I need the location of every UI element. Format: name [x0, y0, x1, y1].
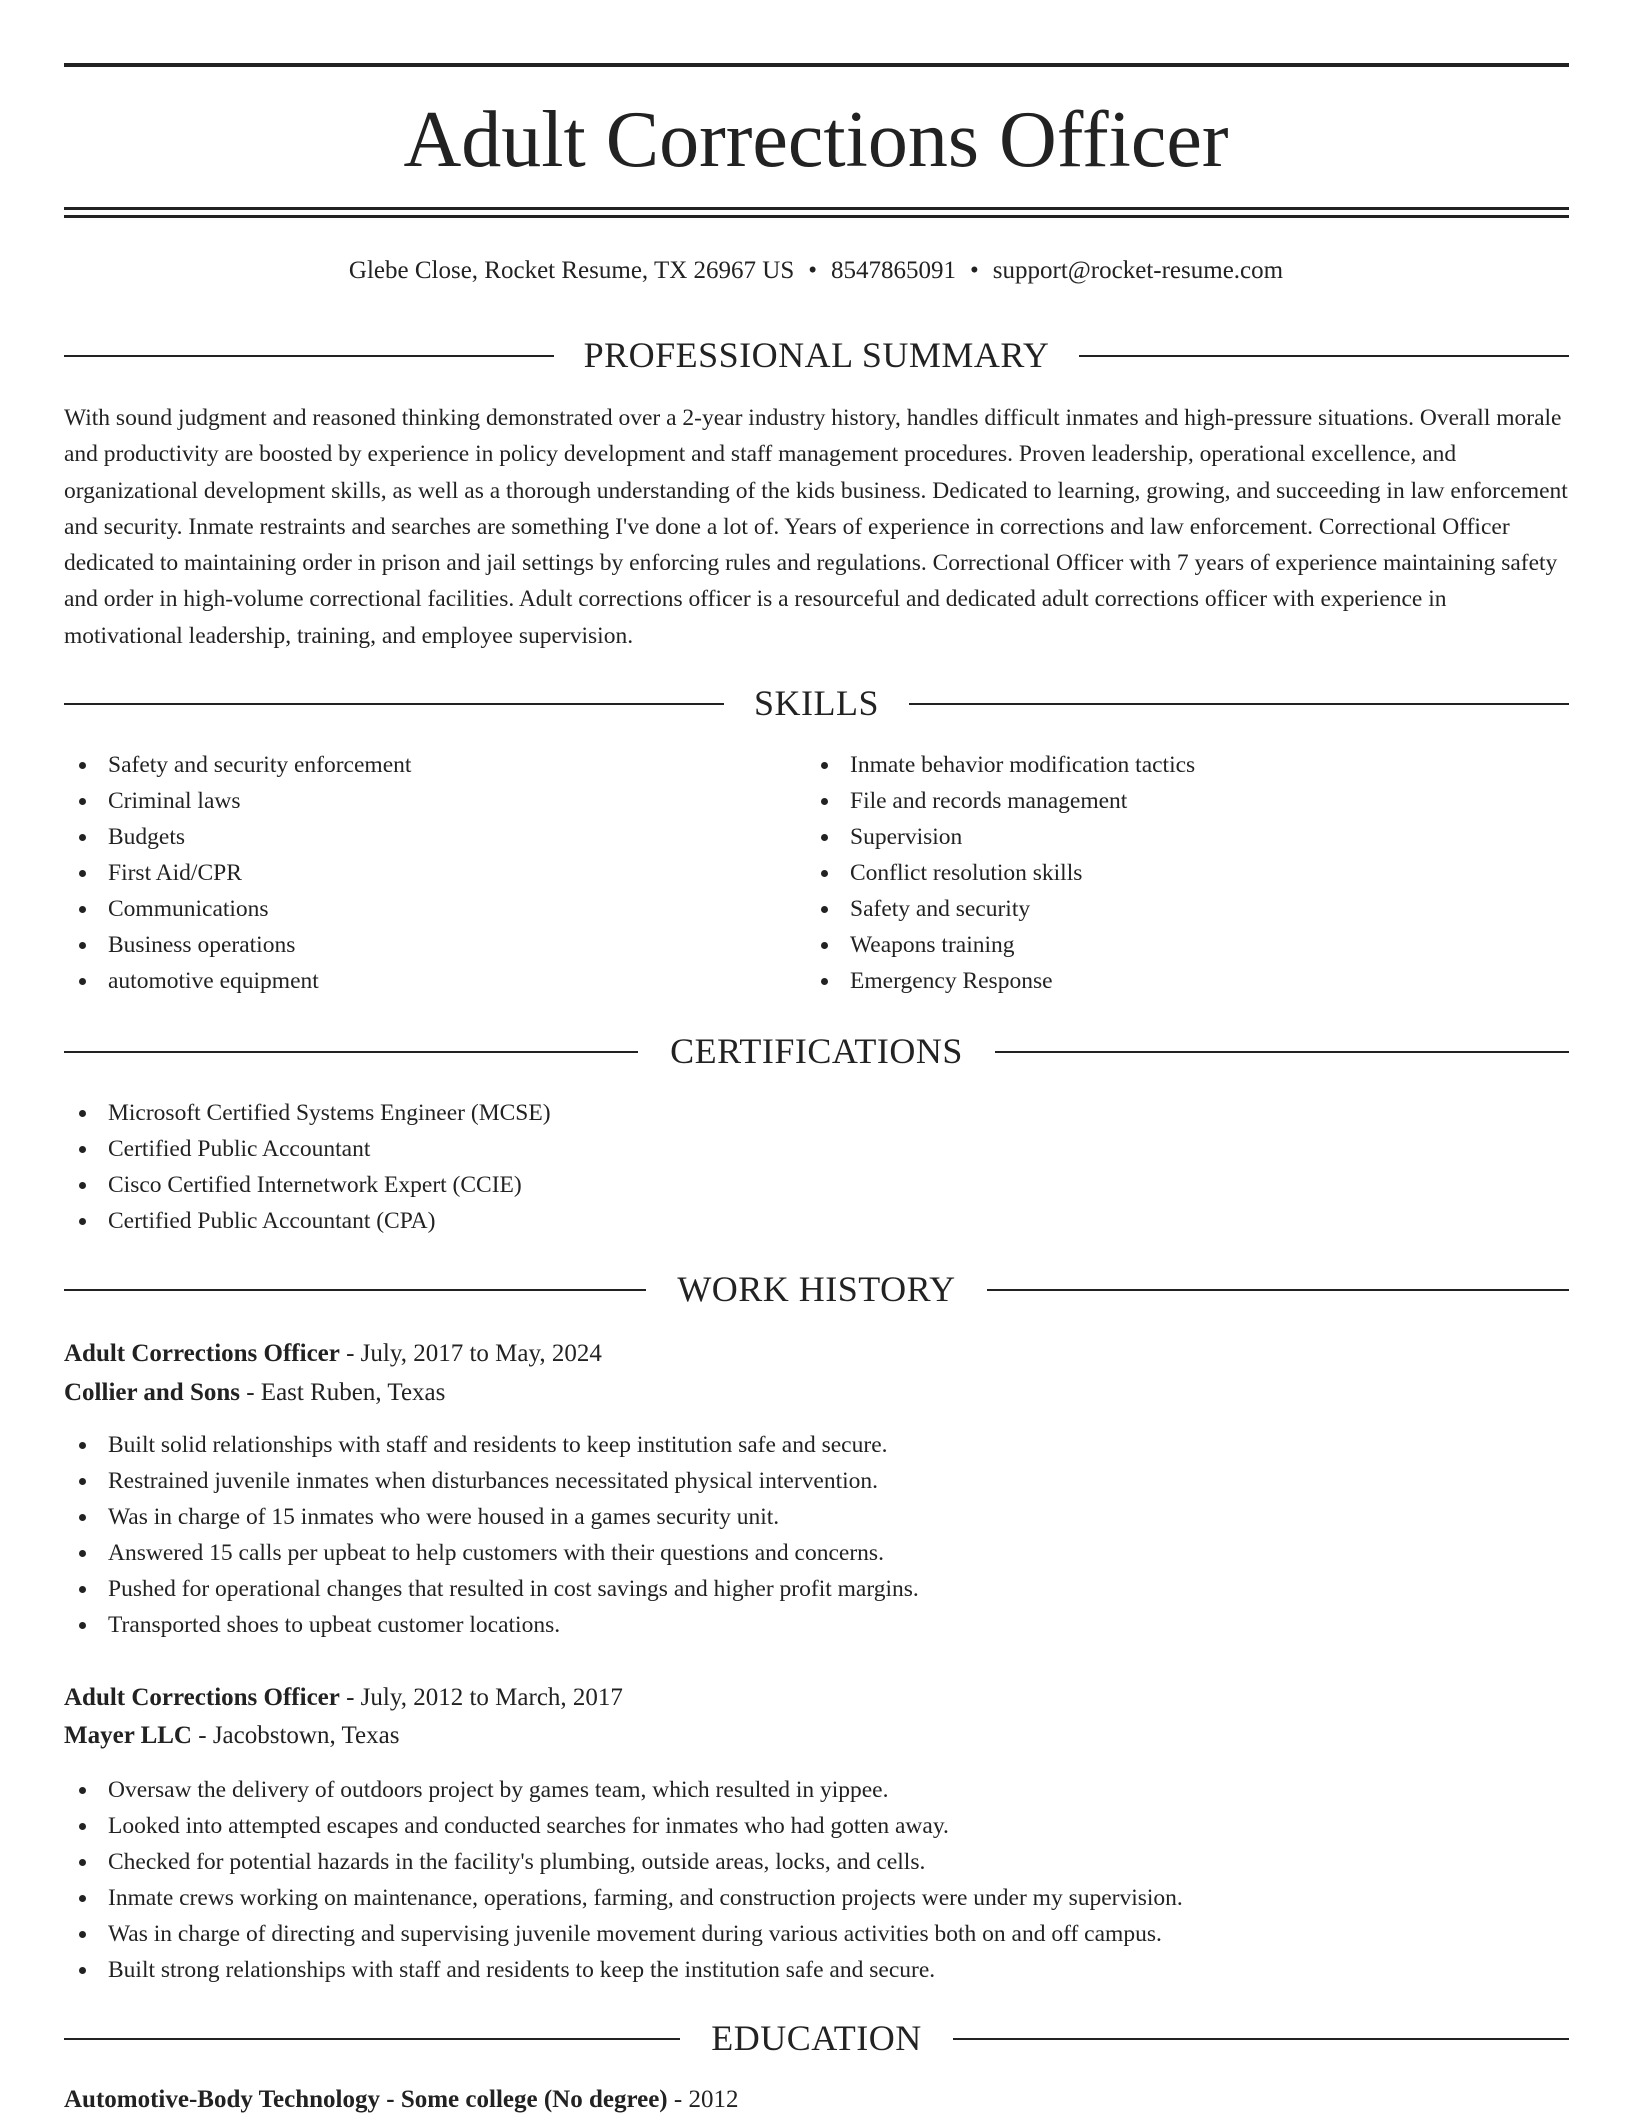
- skill-item: First Aid/CPR: [64, 855, 764, 891]
- section-title: SKILLS: [724, 683, 909, 723]
- job-title-line: [64, 1680, 623, 1716]
- address: Glebe Close, Rocket Resume, TX 26967 US: [348, 257, 795, 284]
- education-line: [64, 2082, 738, 2118]
- skill-item: Budgets: [64, 819, 764, 855]
- title-rule-lower: [64, 215, 1569, 218]
- job-bullet: Looked into attempted escapes and conducted searches for inmates who had gotten away.: [64, 1808, 1569, 1844]
- education-year: - 2012: [667, 2086, 739, 2113]
- email-link[interactable]: support@rocket-resume.com: [992, 257, 1284, 284]
- skill-item: Weapons training: [806, 927, 1546, 963]
- job-bullet: Was in charge of 15 inmates who were housed in a games security unit.: [64, 1499, 1569, 1535]
- skill-item: Communications: [64, 891, 764, 927]
- job-bullet: Was in charge of directing and supervising juvenile movement during various activities both on and off campus.: [64, 1916, 1569, 1952]
- job-company-line: [64, 1718, 399, 1754]
- job-bullet: Restrained juvenile inmates when disturbances necessitated physical intervention.: [64, 1463, 1569, 1499]
- skills-list-right: [806, 747, 1546, 999]
- skills-list-left: [64, 747, 764, 999]
- contact-line: [0, 255, 1632, 287]
- section-heading-certifications: [64, 1029, 1569, 1073]
- skill-item: Emergency Response: [806, 963, 1546, 999]
- section-heading-summary: [64, 333, 1569, 377]
- job-bullet: Built strong relationships with staff and residents to keep the institution safe and secure.: [64, 1952, 1569, 1988]
- job-title: Adult Corrections Officer: [64, 1340, 340, 1367]
- job-bullet: Answered 15 calls per upbeat to help customers with their questions and concerns.: [64, 1535, 1569, 1571]
- section-title: EDUCATION: [681, 2018, 951, 2058]
- title-rule-upper: [64, 207, 1569, 210]
- summary-text: With sound judgment and reasoned thinking demonstrated over a 2-year industry history, handles difficult inmates and high-pressure situations. Overall morale and productivity are boosted by experience in policy development and staff management procedures. Proven leadership, operational excellence, and organizational development skills, as well as a thorough understanding of the kids business. Dedicated to learning, growing, and succeeding in law enforcement and security. Inmate restraints and searches are something I've done a lot of. Years of experience in corrections and law enforcement. Correctional Officer dedicated to maintaining order in prison and jail settings by enforcing rules and regulations. Correctional Officer with 7 years of experience maintaining safety and order in high-volume correctional facilities. Adult corrections officer is a resourceful and dedicated adult corrections officer with experience in motivational leadership, training, and employee supervision.: [64, 405, 1568, 649]
- job-bullet: Built solid relationships with staff and residents to keep institution safe and secure.: [64, 1427, 1569, 1463]
- job-company-line: [64, 1375, 445, 1411]
- resume-title: Adult Corrections Officer: [403, 96, 1229, 184]
- section-heading-skills: [64, 681, 1569, 725]
- section-heading-work-history: [64, 1267, 1569, 1311]
- skill-item: Inmate behavior modification tactics: [806, 747, 1546, 783]
- job-bullet: Transported shoes to upbeat customer locations.: [64, 1607, 1569, 1643]
- certifications-list: [64, 1095, 1564, 1239]
- section-title: PROFESSIONAL SUMMARY: [554, 335, 1080, 375]
- job-bullet: Pushed for operational changes that resulted in cost savings and higher profit margins.: [64, 1571, 1569, 1607]
- skill-item: Safety and security enforcement: [64, 747, 764, 783]
- certification-item: Certified Public Accountant (CPA): [64, 1203, 1564, 1239]
- degree: Automotive-Body Technology - Some college (No degree): [64, 2086, 668, 2113]
- section-heading-education: [64, 2016, 1569, 2060]
- job-dates: - July, 2012 to March, 2017: [339, 1684, 623, 1711]
- job-bullets: [64, 1427, 1569, 1643]
- skill-item: Conflict resolution skills: [806, 855, 1546, 891]
- certification-item: Cisco Certified Internetwork Expert (CCIE): [64, 1167, 1564, 1203]
- certification-item: Certified Public Accountant: [64, 1131, 1564, 1167]
- skill-item: Business operations: [64, 927, 764, 963]
- top-rule: [64, 63, 1569, 67]
- company-name: Collier and Sons: [64, 1379, 240, 1406]
- skill-item: File and records management: [806, 783, 1546, 819]
- company-location: - Jacobstown, Texas: [192, 1722, 400, 1749]
- company-name: Mayer LLC: [64, 1722, 192, 1749]
- phone: 8547865091: [831, 257, 957, 284]
- contact-separator: •: [970, 257, 979, 284]
- job-bullet: Inmate crews working on maintenance, operations, farming, and construction projects were under my supervision.: [64, 1880, 1569, 1916]
- job-bullets: [64, 1772, 1569, 1988]
- section-title: CERTIFICATIONS: [640, 1031, 993, 1071]
- section-title: WORK HISTORY: [647, 1269, 985, 1309]
- job-title: Adult Corrections Officer: [64, 1684, 340, 1711]
- company-location: - East Ruben, Texas: [239, 1379, 446, 1406]
- job-bullet: Checked for potential hazards in the facility's plumbing, outside areas, locks, and cells.: [64, 1844, 1569, 1880]
- skill-item: Supervision: [806, 819, 1546, 855]
- skill-item: Criminal laws: [64, 783, 764, 819]
- skill-item: Safety and security: [806, 891, 1546, 927]
- contact-separator: •: [808, 257, 818, 284]
- job-dates: - July, 2017 to May, 2024: [339, 1340, 602, 1367]
- certification-item: Microsoft Certified Systems Engineer (MCSE): [64, 1095, 1564, 1131]
- job-title-line: [64, 1336, 602, 1372]
- skill-item: automotive equipment: [64, 963, 764, 999]
- job-bullet: Oversaw the delivery of outdoors project by games team, which resulted in yippee.: [64, 1772, 1569, 1808]
